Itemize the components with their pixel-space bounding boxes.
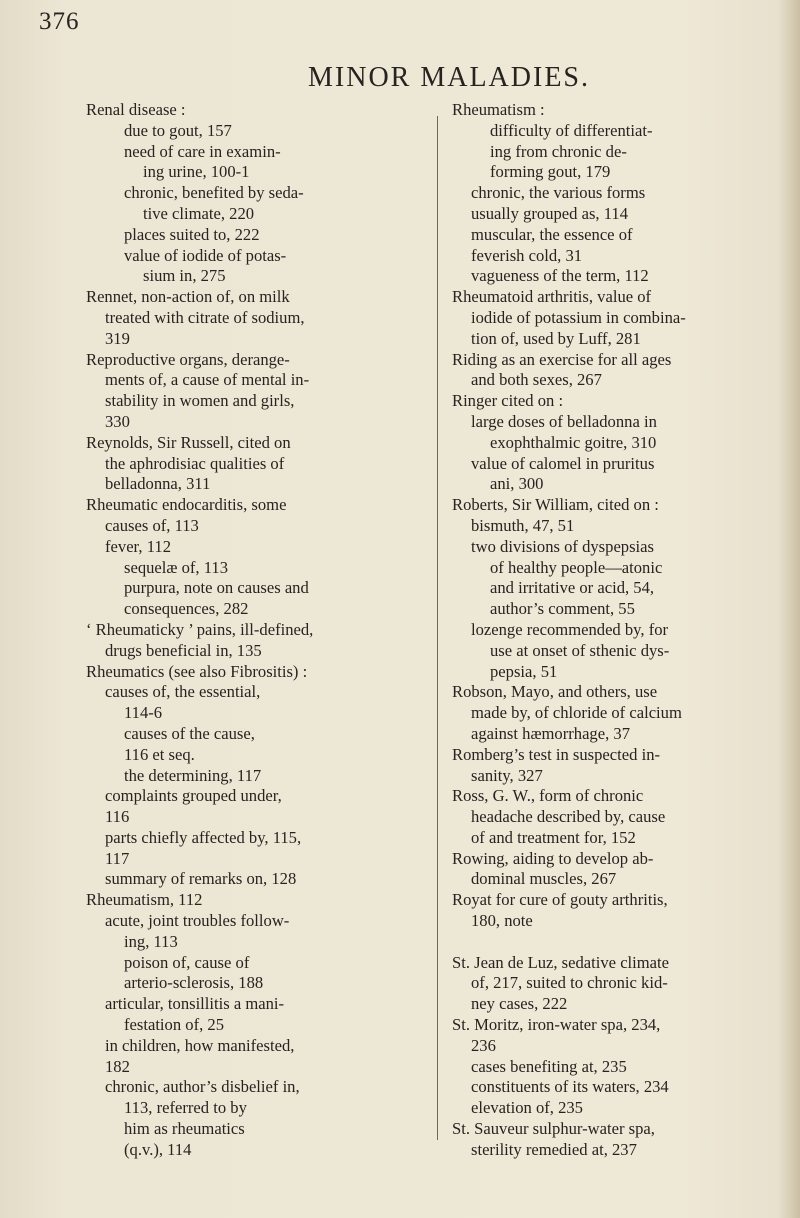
index-subentry: headache described by, cause [471, 807, 666, 827]
index-subentry: vagueness of the term, 112 [471, 266, 649, 286]
index-subentry: 117 [105, 848, 130, 868]
index-subentry: complaints grouped under, [105, 786, 282, 806]
index-subentry: chronic, author’s disbelief in, [105, 1077, 300, 1097]
index-subentry: made by, of chloride of calcium [471, 703, 682, 723]
index-subentry: 236 [471, 1035, 496, 1055]
index-subentry: dominal muscles, 267 [471, 869, 617, 889]
column-divider [437, 116, 438, 1140]
index-subentry: use at onset of sthenic dys- [490, 640, 670, 660]
index-subentry: ing, 113 [124, 931, 178, 951]
index-subentry: places suited to, 222 [124, 224, 260, 244]
index-entry: Romberg’s test in suspected in- [452, 744, 661, 764]
index-subentry: of, 217, suited to chronic kid- [471, 973, 668, 993]
index-entry: St. Moritz, iron-water spa, 234, [452, 1015, 661, 1035]
index-subentry: chronic, benefited by seda- [124, 183, 304, 203]
index-subentry: treated with citrate of sodium, [105, 307, 305, 327]
index-entry: Rheumatism, 112 [86, 890, 203, 910]
index-subentry: him as rheumatics [124, 1119, 245, 1139]
index-entry: Rheumatics (see also Fibrositis) : [86, 661, 308, 681]
index-column-right [452, 100, 766, 1161]
index-entry: Royat for cure of gouty arthritis, [452, 890, 668, 910]
index-subentry: lozenge recommended by, for [471, 619, 669, 639]
index-subentry: sium in, 275 [143, 266, 226, 286]
index-subentry: 114-6 [124, 703, 163, 723]
index-subentry: causes of, 113 [105, 515, 199, 535]
index-subentry: drugs beneficial in, 135 [105, 640, 262, 660]
index-subentry: consequences, 282 [124, 599, 249, 619]
index-column-left [86, 100, 424, 1161]
index-subentry: causes of the cause, [124, 723, 255, 743]
index-subentry: 116 et seq. [124, 744, 195, 764]
index-subentry: muscular, the essence of [471, 224, 633, 244]
index-subentry: need of care in examin- [124, 141, 281, 161]
index-entry: Rennet, non-action of, on milk [86, 287, 290, 307]
index-entry: Rheumatic endocarditis, some [86, 495, 287, 515]
index-subentry: tive climate, 220 [143, 203, 255, 223]
index-subentry: sanity, 327 [471, 765, 543, 785]
index-subentry: festation of, 25 [124, 1015, 225, 1035]
index-subentry: of and treatment for, 152 [471, 827, 636, 847]
index-subentry: acute, joint troubles follow- [105, 911, 290, 931]
index-subentry: 319 [105, 328, 130, 348]
index-subentry: sterility remedied at, 237 [471, 1139, 637, 1159]
index-subentry: causes of, the essential, [105, 682, 261, 702]
index-subentry: summary of remarks on, 128 [105, 869, 297, 889]
index-subentry: value of iodide of potas- [124, 245, 287, 265]
index-subentry: two divisions of dyspepsias [471, 536, 654, 556]
index-subentry: ney cases, 222 [471, 994, 568, 1014]
index-subentry: due to gout, 157 [124, 120, 232, 140]
index-subentry: purpura, note on causes and [124, 578, 309, 598]
index-entry: Riding as an exercise for all ages [452, 349, 672, 369]
index-subentry: the aphrodisiac qualities of [105, 453, 285, 473]
index-subentry: elevation of, 235 [471, 1098, 583, 1118]
index-subentry: (q.v.), 114 [124, 1139, 192, 1159]
index-subentry: 116 [105, 807, 130, 827]
index-subentry: forming gout, 179 [490, 162, 611, 182]
index-entry: St. Jean de Luz, sedative climate [452, 952, 670, 972]
index-entry: Renal disease : [86, 100, 186, 119]
index-entry: Robson, Mayo, and others, use [452, 682, 658, 702]
index-subentry: sequelæ of, 113 [124, 557, 229, 577]
index-entry: Rowing, aiding to develop ab- [452, 848, 654, 868]
index-subentry: articular, tonsillitis a mani- [105, 994, 285, 1014]
index-entry: St. Sauveur sulphur-water spa, [452, 1119, 655, 1139]
index-subentry: cases benefiting at, 235 [471, 1056, 627, 1076]
index-entry: Reynolds, Sir Russell, cited on [86, 432, 291, 452]
index-subentry: exophthalmic goitre, 310 [490, 432, 657, 452]
index-subentry: author’s comment, 55 [490, 599, 635, 619]
index-subentry: 182 [105, 1056, 130, 1076]
index-entry: Ringer cited on : [452, 391, 564, 411]
index-subentry: ments of, a cause of mental in- [105, 370, 310, 390]
index-subentry: parts chiefly affected by, 115, [105, 827, 302, 847]
index-entry: Rheumatism : [452, 100, 545, 119]
index-subentry: ing urine, 100-1 [143, 162, 250, 182]
index-subentry: bismuth, 47, 51 [471, 515, 575, 535]
index-subentry: large doses of belladonna in [471, 411, 657, 431]
index-subentry: ing from chronic de- [490, 141, 627, 161]
running-head: MINOR MALADIES. [308, 62, 590, 93]
index-subentry: difficulty of differentiat- [490, 120, 653, 140]
index-entry: Reproductive organs, derange- [86, 349, 290, 369]
index-entry [452, 932, 766, 953]
index-subentry: ani, 300 [490, 474, 544, 494]
index-subentry: usually grouped as, 114 [471, 203, 629, 223]
index-subentry: iodide of potassium in combina- [471, 307, 686, 327]
index-entry: Roberts, Sir William, cited on : [452, 495, 659, 515]
index-subentry: of healthy people—atonic [490, 557, 663, 577]
index-subentry: constituents of its waters, 234 [471, 1077, 669, 1097]
page-edge-shadow [778, 0, 800, 1218]
index-subentry: and irritative or acid, 54, [490, 578, 655, 598]
index-subentry: fever, 112 [105, 536, 171, 556]
index-subentry: and both sexes, 267 [471, 370, 602, 390]
index-subentry: belladonna, 311 [105, 474, 211, 494]
index-subentry: arterio-sclerosis, 188 [124, 973, 264, 993]
page-number: 376 [39, 8, 80, 35]
index-subentry: 113, referred to by [124, 1098, 247, 1118]
index-entry: Ross, G. W., form of chronic [452, 786, 644, 806]
index-subentry: the determining, 117 [124, 765, 262, 785]
index-subentry: in children, how manifested, [105, 1035, 295, 1055]
index-subentry: feverish cold, 31 [471, 245, 583, 265]
index-subentry: 180, note [471, 911, 533, 931]
index-entry: Rheumatoid arthritis, value of [452, 287, 652, 307]
index-subentry: chronic, the various forms [471, 183, 646, 203]
index-entry: ‘ Rheumaticky ’ pains, ill-defined, [86, 619, 314, 639]
index-subentry: value of calomel in pruritus [471, 453, 655, 473]
index-subentry: stability in women and girls, [105, 391, 295, 411]
index-subentry: tion of, used by Luff, 281 [471, 328, 641, 348]
index-subentry: against hæmorrhage, 37 [471, 723, 630, 743]
index-subentry: poison of, cause of [124, 952, 250, 972]
index-subentry: 330 [105, 411, 130, 431]
index-subentry: pepsia, 51 [490, 661, 558, 681]
